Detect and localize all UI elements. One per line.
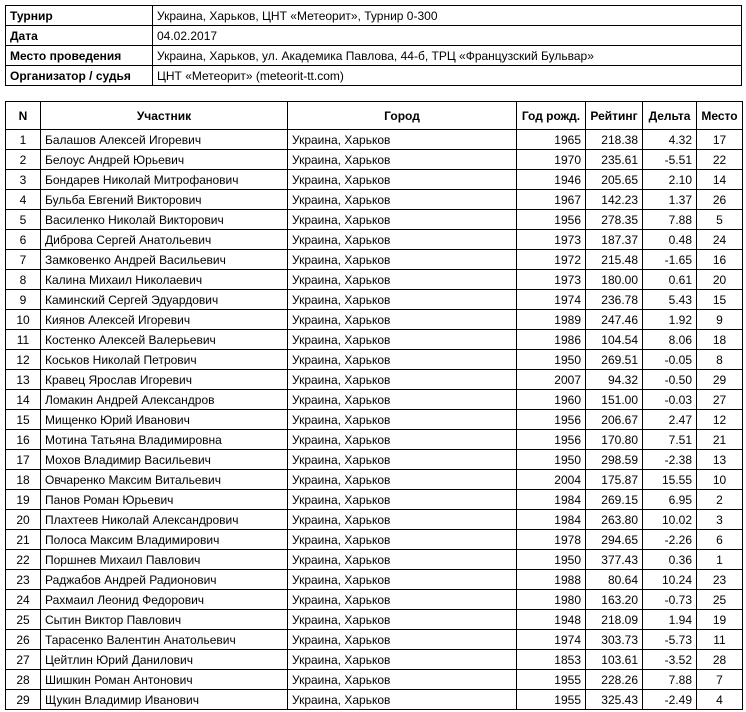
cell-delta: 7.51 [643,430,697,450]
cell-delta: 1.92 [643,310,697,330]
cell-place: 6 [697,530,743,550]
cell-number: 9 [6,290,41,310]
cell-delta: 0.36 [643,550,697,570]
cell-participant: Бульба Евгений Викторович [41,190,288,210]
cell-rating: 80.64 [586,570,643,590]
cell-delta: -0.50 [643,370,697,390]
cell-number: 16 [6,430,41,450]
cell-city: Украина, Харьков [288,410,517,430]
table-row [6,530,743,550]
cell-rating: 94.32 [586,370,643,390]
table-row [6,550,743,570]
cell-place: 20 [697,270,743,290]
cell-delta: 5.43 [643,290,697,310]
results-body [6,130,743,710]
info-row-tournament [6,6,742,26]
cell-participant: Каминский Сергей Эдуардович [41,290,288,310]
cell-birth-year: 1986 [517,330,586,350]
cell-participant: Бондарев Николай Митрофанович [41,170,288,190]
cell-city: Украина, Харьков [288,330,517,350]
table-row [6,390,743,410]
cell-birth-year: 1984 [517,490,586,510]
tournament-label: Турнир [6,6,153,26]
table-row [6,630,743,650]
cell-place: 9 [697,310,743,330]
cell-city: Украина, Харьков [288,250,517,270]
cell-city: Украина, Харьков [288,370,517,390]
cell-participant: Цейтлин Юрий Данилович [41,650,288,670]
cell-rating: 269.51 [586,350,643,370]
cell-city: Украина, Харьков [288,490,517,510]
cell-rating: 175.87 [586,470,643,490]
cell-participant: Тарасенко Валентин Анатольевич [41,630,288,650]
cell-participant: Шишкин Роман Антонович [41,670,288,690]
cell-rating: 294.65 [586,530,643,550]
cell-rating: 278.35 [586,210,643,230]
cell-place: 11 [697,630,743,650]
cell-number: 2 [6,150,41,170]
cell-number: 27 [6,650,41,670]
cell-place: 18 [697,330,743,350]
table-row [6,270,743,290]
cell-delta: -0.03 [643,390,697,410]
cell-city: Украина, Харьков [288,170,517,190]
cell-place: 19 [697,610,743,630]
cell-rating: 325.43 [586,690,643,710]
cell-city: Украина, Харьков [288,590,517,610]
table-row [6,650,743,670]
table-row [6,310,743,330]
cell-participant: Мищенко Юрий Иванович [41,410,288,430]
cell-participant: Калина Михаил Николаевич [41,270,288,290]
cell-rating: 235.61 [586,150,643,170]
table-row [6,370,743,390]
cell-city: Украина, Харьков [288,630,517,650]
cell-number: 7 [6,250,41,270]
tournament-info-table [5,5,742,86]
cell-participant: Белоус Андрей Юрьевич [41,150,288,170]
cell-birth-year: 1950 [517,550,586,570]
cell-rating: 187.37 [586,230,643,250]
cell-city: Украина, Харьков [288,570,517,590]
cell-place: 24 [697,230,743,250]
venue-value: Украина, Харьков, ул. Академика Павлова, 44-б, ТРЦ «Французский Бульвар» [153,46,742,66]
cell-number: 19 [6,490,41,510]
table-row [6,470,743,490]
cell-participant: Кравец Ярослав Игоревич [41,370,288,390]
results-header-row [6,102,743,130]
cell-delta: -2.38 [643,450,697,470]
cell-participant: Коськов Николай Петрович [41,350,288,370]
cell-rating: 180.00 [586,270,643,290]
cell-number: 6 [6,230,41,250]
cell-place: 15 [697,290,743,310]
cell-participant: Поршнев Михаил Павлович [41,550,288,570]
col-header-rating: Рейтинг [586,102,643,130]
col-header-n: N [6,102,41,130]
cell-city: Украина, Харьков [288,690,517,710]
cell-birth-year: 1955 [517,690,586,710]
cell-participant: Киянов Алексей Игоревич [41,310,288,330]
cell-number: 21 [6,530,41,550]
cell-place: 12 [697,410,743,430]
cell-birth-year: 2004 [517,470,586,490]
cell-delta: -2.26 [643,530,697,550]
cell-rating: 142.23 [586,190,643,210]
col-header-city: Город [288,102,517,130]
cell-participant: Рахмаил Леонид Федорович [41,590,288,610]
cell-delta: 7.88 [643,670,697,690]
cell-participant: Замковенко Андрей Васильевич [41,250,288,270]
cell-number: 3 [6,170,41,190]
info-row-venue [6,46,742,66]
cell-participant: Костенко Алексей Валерьевич [41,330,288,350]
cell-place: 14 [697,170,743,190]
cell-number: 26 [6,630,41,650]
table-row [6,190,743,210]
table-row [6,670,743,690]
cell-delta: -2.49 [643,690,697,710]
col-header-place: Место [697,102,743,130]
cell-place: 29 [697,370,743,390]
results-table [5,101,743,710]
table-row [6,510,743,530]
cell-delta: -0.73 [643,590,697,610]
cell-city: Украина, Харьков [288,150,517,170]
cell-delta: 2.10 [643,170,697,190]
table-row [6,250,743,270]
cell-participant: Мохов Владимир Васильевич [41,450,288,470]
cell-birth-year: 1955 [517,670,586,690]
cell-participant: Диброва Сергей Анатольевич [41,230,288,250]
cell-place: 1 [697,550,743,570]
cell-participant: Полоса Максим Владимирович [41,530,288,550]
cell-rating: 228.26 [586,670,643,690]
cell-place: 5 [697,210,743,230]
cell-place: 17 [697,130,743,150]
info-row-date [6,26,742,46]
cell-birth-year: 1956 [517,410,586,430]
cell-delta: 15.55 [643,470,697,490]
cell-place: 8 [697,350,743,370]
table-row [6,150,743,170]
cell-participant: Балашов Алексей Игоревич [41,130,288,150]
cell-delta: -3.52 [643,650,697,670]
cell-number: 29 [6,690,41,710]
venue-label: Место проведения [6,46,153,66]
table-row [6,290,743,310]
cell-delta: 0.61 [643,270,697,290]
cell-number: 15 [6,410,41,430]
cell-participant: Раджабов Андрей Радионович [41,570,288,590]
cell-rating: 377.43 [586,550,643,570]
cell-city: Украина, Харьков [288,430,517,450]
cell-city: Украина, Харьков [288,230,517,250]
cell-rating: 215.48 [586,250,643,270]
cell-rating: 170.80 [586,430,643,450]
cell-rating: 269.15 [586,490,643,510]
cell-rating: 247.46 [586,310,643,330]
table-row [6,230,743,250]
date-value: 04.02.2017 [153,26,742,46]
cell-delta: 6.95 [643,490,697,510]
cell-delta: 8.06 [643,330,697,350]
cell-rating: 151.00 [586,390,643,410]
cell-birth-year: 1980 [517,590,586,610]
table-row [6,610,743,630]
cell-participant: Сытин Виктор Павлович [41,610,288,630]
cell-birth-year: 1960 [517,390,586,410]
cell-rating: 236.78 [586,290,643,310]
cell-birth-year: 1950 [517,450,586,470]
cell-place: 13 [697,450,743,470]
cell-delta: -1.65 [643,250,697,270]
cell-city: Украина, Харьков [288,210,517,230]
cell-place: 16 [697,250,743,270]
table-row [6,170,743,190]
cell-participant: Овчаренко Максим Витальевич [41,470,288,490]
cell-birth-year: 1965 [517,130,586,150]
cell-city: Украина, Харьков [288,350,517,370]
cell-participant: Василенко Николай Викторович [41,210,288,230]
cell-city: Украина, Харьков [288,650,517,670]
cell-number: 14 [6,390,41,410]
cell-delta: 1.94 [643,610,697,630]
cell-place: 21 [697,430,743,450]
cell-delta: -5.73 [643,630,697,650]
cell-delta: -0.05 [643,350,697,370]
table-row [6,490,743,510]
cell-city: Украина, Харьков [288,470,517,490]
cell-number: 10 [6,310,41,330]
cell-delta: 0.48 [643,230,697,250]
cell-delta: 10.24 [643,570,697,590]
cell-rating: 218.09 [586,610,643,630]
cell-city: Украина, Харьков [288,130,517,150]
cell-place: 23 [697,570,743,590]
cell-birth-year: 1956 [517,430,586,450]
cell-delta: 10.02 [643,510,697,530]
date-label: Дата [6,26,153,46]
cell-participant: Ломакин Андрей Александров [41,390,288,410]
cell-rating: 263.80 [586,510,643,530]
col-header-participant: Участник [41,102,288,130]
cell-number: 5 [6,210,41,230]
cell-place: 2 [697,490,743,510]
cell-birth-year: 1950 [517,350,586,370]
cell-city: Украина, Харьков [288,190,517,210]
col-header-birth-year: Год рожд. [517,102,586,130]
cell-number: 4 [6,190,41,210]
cell-rating: 104.54 [586,330,643,350]
cell-number: 28 [6,670,41,690]
cell-participant: Щукин Владимир Иванович [41,690,288,710]
cell-place: 10 [697,470,743,490]
table-row [6,690,743,710]
cell-birth-year: 2007 [517,370,586,390]
cell-birth-year: 1988 [517,570,586,590]
cell-birth-year: 1956 [517,210,586,230]
cell-birth-year: 1989 [517,310,586,330]
cell-city: Украина, Харьков [288,670,517,690]
cell-city: Украина, Харьков [288,510,517,530]
cell-delta: 4.32 [643,130,697,150]
cell-place: 7 [697,670,743,690]
cell-number: 24 [6,590,41,610]
cell-birth-year: 1967 [517,190,586,210]
cell-delta: 1.37 [643,190,697,210]
cell-place: 28 [697,650,743,670]
cell-birth-year: 1974 [517,630,586,650]
cell-number: 12 [6,350,41,370]
table-row [6,410,743,430]
table-row [6,570,743,590]
cell-birth-year: 1948 [517,610,586,630]
cell-rating: 206.67 [586,410,643,430]
cell-birth-year: 1973 [517,230,586,250]
cell-place: 4 [697,690,743,710]
cell-birth-year: 1970 [517,150,586,170]
cell-birth-year: 1853 [517,650,586,670]
cell-city: Украина, Харьков [288,450,517,470]
cell-number: 13 [6,370,41,390]
table-row [6,450,743,470]
table-row [6,590,743,610]
cell-birth-year: 1946 [517,170,586,190]
tournament-value: Украина, Харьков, ЦНТ «Метеорит», Турнир 0-300 [153,6,742,26]
cell-place: 22 [697,150,743,170]
cell-rating: 298.59 [586,450,643,470]
cell-number: 1 [6,130,41,150]
cell-delta: -5.51 [643,150,697,170]
table-row [6,330,743,350]
cell-birth-year: 1974 [517,290,586,310]
info-row-organizer [6,66,742,86]
cell-birth-year: 1973 [517,270,586,290]
cell-number: 11 [6,330,41,350]
table-row [6,210,743,230]
cell-place: 25 [697,590,743,610]
cell-participant: Мотина Татьяна Владимировна [41,430,288,450]
cell-participant: Плахтеев Николай Александрович [41,510,288,530]
cell-rating: 205.65 [586,170,643,190]
cell-city: Украина, Харьков [288,530,517,550]
cell-city: Украина, Харьков [288,310,517,330]
cell-place: 27 [697,390,743,410]
cell-city: Украина, Харьков [288,290,517,310]
table-row [6,430,743,450]
cell-city: Украина, Харьков [288,390,517,410]
cell-place: 3 [697,510,743,530]
cell-number: 25 [6,610,41,630]
cell-birth-year: 1972 [517,250,586,270]
cell-delta: 2.47 [643,410,697,430]
cell-number: 22 [6,550,41,570]
table-row [6,130,743,150]
cell-city: Украина, Харьков [288,270,517,290]
col-header-delta: Дельта [643,102,697,130]
table-row [6,350,743,370]
cell-rating: 218.38 [586,130,643,150]
organizer-value: ЦНТ «Метеорит» (meteorit-tt.com) [153,66,742,86]
cell-number: 20 [6,510,41,530]
cell-delta: 7.88 [643,210,697,230]
cell-number: 17 [6,450,41,470]
cell-number: 8 [6,270,41,290]
cell-city: Украина, Харьков [288,550,517,570]
cell-birth-year: 1978 [517,530,586,550]
cell-participant: Панов Роман Юрьевич [41,490,288,510]
cell-rating: 103.61 [586,650,643,670]
cell-city: Украина, Харьков [288,610,517,630]
cell-number: 23 [6,570,41,590]
organizer-label: Организатор / судья [6,66,153,86]
cell-number: 18 [6,470,41,490]
cell-rating: 303.73 [586,630,643,650]
cell-rating: 163.20 [586,590,643,610]
cell-birth-year: 1984 [517,510,586,530]
cell-place: 26 [697,190,743,210]
